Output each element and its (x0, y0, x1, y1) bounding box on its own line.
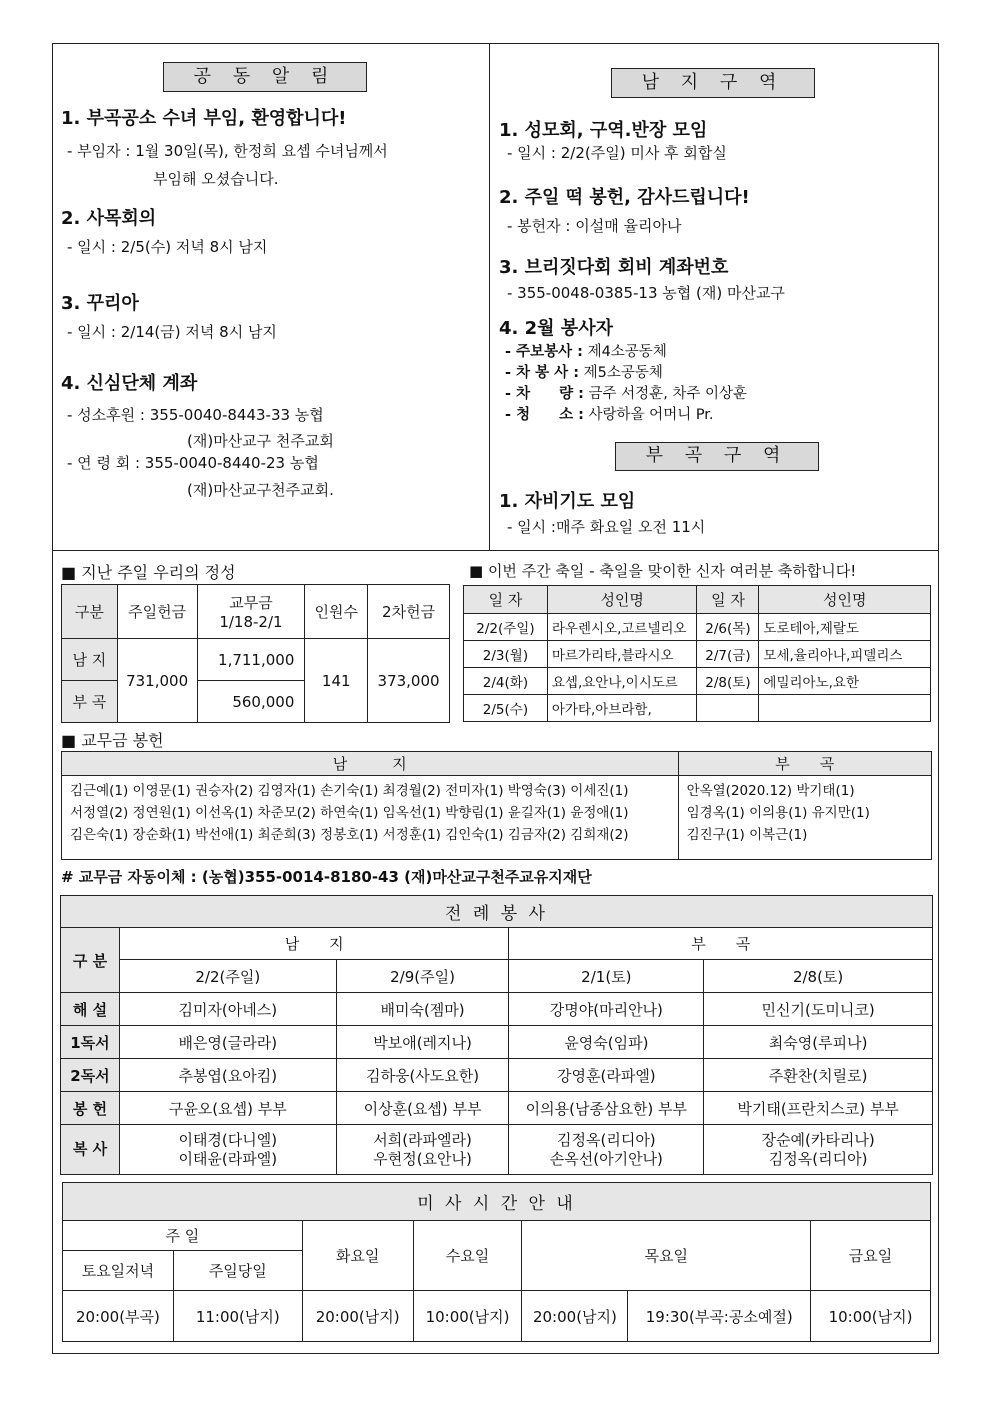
liturgy-cell: 배미숙(젬마) (336, 993, 509, 1026)
feast-saints: 요셉,요안나,이시도르 (547, 668, 697, 695)
liturgy-server-row (61, 1125, 933, 1175)
liturgy-cell: 김미자(아네스) (119, 993, 336, 1026)
left-item4-line3: - 연 령 회 : 355-0040-8440-23 농협 (67, 454, 319, 472)
liturgy-role: 1독서 (61, 1026, 120, 1059)
liturgy-gubun: 구 분 (61, 928, 120, 993)
liturgy-cell: 추봉엽(요아킴) (119, 1059, 336, 1092)
liturgy-cell (704, 1125, 933, 1175)
mass-tue-head: 화요일 (302, 1221, 413, 1291)
feast-date: 2/4(화) (464, 668, 548, 695)
liturgy-date: 2/1(토) (509, 960, 704, 993)
bugok-item1-line1: - 일시 :매주 화요일 오전 11시 (507, 518, 706, 536)
offering-header-edu (197, 585, 305, 639)
feast-date: 2/6(목) (697, 614, 759, 641)
feast-saints: 마르가리타,블라시오 (547, 641, 697, 668)
mass-time: 20:00(부곡) (63, 1291, 174, 1342)
volunteer-role: - 차 량 : (505, 386, 584, 402)
server-name: 김정옥(리디아) (557, 1130, 656, 1149)
feast-saints (759, 695, 931, 722)
volunteer-value: 제4소공동체 (587, 344, 667, 360)
feast-date: 2/8(토) (697, 668, 759, 695)
liturgy-row (61, 1059, 933, 1092)
liturgy-cell (336, 1125, 509, 1175)
mass-sun-head: 주일당일 (173, 1251, 302, 1291)
right-item2-head: 2. 주일 떡 봉헌, 감사드립니다! (499, 187, 750, 208)
liturgy-role: 봉 헌 (61, 1092, 120, 1125)
offering-header-gubun: 구분 (62, 585, 118, 639)
feast-header-saint: 성인명 (547, 586, 697, 614)
feast-header-saint2: 성인명 (759, 586, 931, 614)
liturgy-cell: 김하웅(사도요한) (336, 1059, 509, 1092)
left-item1-line2: 부임해 오셨습니다. (153, 170, 279, 188)
offering-row-namji: 남 지 (62, 639, 118, 681)
volunteer-value: 금주 서정훈, 차주 이상훈 (588, 386, 748, 402)
feast-title: ■ 이번 주간 축일 - 축일을 맞이한 신자 여러분 축하합니다! (469, 562, 857, 580)
left-item4-line4: (재)마산교구천주교회. (187, 481, 334, 499)
liturgy-role: 2독서 (61, 1059, 120, 1092)
liturgy-cell: 최숙영(루피나) (704, 1026, 933, 1059)
feast-date (697, 695, 759, 722)
edu-fee-line: 김근예(1) 이영문(1) 권승자(2) 김영자(1) 손기숙(1) 최경월(2) 전미자(1) 박영숙(3) 이세진(1) (70, 783, 629, 799)
left-item3-line1: - 일시 : 2/14(금) 저녁 8시 남지 (67, 323, 277, 341)
liturgy-date: 2/8(토) (704, 960, 933, 993)
feast-table (463, 585, 931, 722)
edu-fee-line: 임경옥(1) 이의용(1) 유지만(1) (686, 805, 870, 821)
feast-row (464, 695, 931, 722)
right-item4-head: 4. 2월 봉사자 (499, 318, 613, 339)
mass-time: 19:30(부곡:공소예절) (628, 1291, 811, 1342)
volunteer-value: 제5소공동체 (583, 365, 663, 381)
liturgy-table (60, 895, 933, 1175)
feast-header-date2: 일 자 (697, 586, 759, 614)
mass-title: 미 사 시 간 안 내 (63, 1183, 931, 1221)
edu-fee-bugok-list (678, 776, 931, 860)
right-item1-head: 1. 성모회, 구역.반장 모임 (499, 120, 708, 141)
mass-time: 10:00(남지) (811, 1291, 931, 1342)
notice-section (53, 44, 938, 551)
feast-saints: 아가타,아브라함, (547, 695, 697, 722)
volunteer-value: 사랑하올 어머니 Pr. (588, 407, 714, 423)
feast-date: 2/5(수) (464, 695, 548, 722)
mass-time: 20:00(남지) (522, 1291, 628, 1342)
volunteer-row (505, 403, 714, 424)
offering-header-count: 인원수 (305, 585, 368, 639)
feast-saints: 라우렌시오,고르넬리오 (547, 614, 697, 641)
edu-fee-bugok-head: 부 곡 (678, 752, 931, 776)
liturgy-cell: 이상훈(요셉) 부부 (336, 1092, 509, 1125)
feast-saints: 에밀리아노,요한 (759, 668, 931, 695)
liturgy-cell: 구윤오(요셉) 부부 (119, 1092, 336, 1125)
liturgy-row (61, 993, 933, 1026)
edu-fee-line: 서정열(2) 정연원(1) 이선옥(1) 차준모(2) 하연숙(1) 임옥선(1) 박향림(1) 윤길자(1) 윤정애(1) (70, 805, 629, 821)
offering-table (61, 584, 450, 723)
liturgy-cell: 민신기(도미니코) (704, 993, 933, 1026)
mass-time-table (62, 1182, 931, 1342)
left-item2-line1: - 일시 : 2/5(수) 저녁 8시 남지 (67, 238, 268, 256)
offering-edu-namji: 1,711,000 (197, 639, 305, 681)
liturgy-cell: 배은영(글라라) (119, 1026, 336, 1059)
liturgy-title: 전 례 봉 사 (61, 896, 933, 928)
mass-time: 10:00(남지) (413, 1291, 522, 1342)
feast-row (464, 668, 931, 695)
feast-header-date: 일 자 (464, 586, 548, 614)
liturgy-cell (509, 1125, 704, 1175)
bugok-district-title: 부 곡 구 역 (615, 442, 819, 471)
left-item1-line1: - 부임자 : 1월 30일(목), 한정희 요셉 수녀님께서 (67, 142, 388, 160)
bulletin-frame (52, 43, 939, 1354)
liturgy-cell (119, 1125, 336, 1175)
edu-fee-table (61, 751, 932, 860)
liturgy-date: 2/9(주일) (336, 960, 509, 993)
edu-fee-namji-list (62, 776, 679, 860)
liturgy-cell: 이의용(남종삼요한) 부부 (509, 1092, 704, 1125)
liturgy-cell: 주환찬(치릴로) (704, 1059, 933, 1092)
offering-header-second: 2차헌금 (368, 585, 450, 639)
offering-sunday-value: 731,000 (117, 639, 197, 723)
liturgy-date: 2/2(주일) (119, 960, 336, 993)
bugok-item1-head: 1. 자비기도 모임 (499, 491, 636, 512)
server-name: 이태경(다니엘) (178, 1130, 278, 1149)
feast-row (464, 614, 931, 641)
liturgy-row (61, 1092, 933, 1125)
volunteer-role: - 차 봉 사 : (505, 365, 580, 381)
server-name: 우현정(요안나) (373, 1149, 472, 1168)
feast-date: 2/3(월) (464, 641, 548, 668)
edu-fee-line: 안옥열(2020.12) 박기태(1) (686, 783, 855, 799)
left-item4-line2: (재)마산교구 천주교회 (187, 432, 334, 450)
liturgy-cell: 강명야(마리안나) (509, 993, 704, 1026)
liturgy-bugok-head: 부 곡 (509, 928, 933, 960)
liturgy-cell: 강영훈(라파엘) (509, 1059, 704, 1092)
offering-count-value: 141 (305, 639, 368, 723)
server-name: 김정옥(리디아) (768, 1149, 868, 1168)
left-item3-head: 3. 꾸리아 (61, 293, 139, 314)
left-item1-head: 1. 부곡공소 수녀 부임, 환영합니다! (61, 108, 347, 129)
mass-wed-head: 수요일 (413, 1221, 522, 1291)
feast-saints: 모세,율리아나,피델리스 (759, 641, 931, 668)
mass-fri-head: 금요일 (811, 1221, 931, 1291)
liturgy-cell: 박기태(프란치스코) 부부 (704, 1092, 933, 1125)
feast-saints: 도로테아,제랄도 (759, 614, 931, 641)
mass-sat-head: 토요일저녁 (63, 1251, 174, 1291)
liturgy-namji-head: 남 지 (119, 928, 509, 960)
mass-thu-head: 목요일 (522, 1221, 811, 1291)
edu-fee-title: ■ 교무금 봉헌 (61, 731, 164, 750)
volunteer-row (505, 361, 663, 382)
right-item3-head: 3. 브리짓다회 회비 계좌번호 (499, 257, 729, 278)
namji-district-title: 남 지 구 역 (611, 68, 815, 98)
volunteer-role: - 주보봉사 : (505, 344, 583, 360)
right-item2-line1: - 봉헌자 : 이설매 율리아나 (507, 217, 682, 235)
edu-period: 1/18-2/1 (219, 613, 283, 631)
offering-header-sunday: 주일헌금 (117, 585, 197, 639)
liturgy-role: 복 사 (61, 1125, 120, 1175)
right-item1-line1: - 일시 : 2/2(주일) 미사 후 회합실 (507, 144, 727, 162)
offering-edu-bugok: 560,000 (197, 681, 305, 723)
offering-second-value: 373,000 (368, 639, 450, 723)
column-divider (489, 44, 490, 550)
liturgy-cell: 박보애(레지나) (336, 1026, 509, 1059)
mass-time: 20:00(남지) (302, 1291, 413, 1342)
mass-time: 11:00(남지) (173, 1291, 302, 1342)
feast-date: 2/2(주일) (464, 614, 548, 641)
server-name: 손옥선(아기안나) (549, 1149, 663, 1168)
server-name: 장순예(카타리나) (761, 1130, 875, 1149)
volunteer-row (505, 340, 667, 361)
edu-fee-namji-head: 남 지 (62, 752, 679, 776)
left-item4-line1: - 성소후원 : 355-0040-8443-33 농협 (67, 406, 324, 424)
liturgy-role: 해 설 (61, 993, 120, 1026)
auto-transfer-note: # 교무금 자동이체 : (농협)355-0014-8180-43 (재)마산교구천주교유지재단 (61, 868, 592, 886)
offering-row-bugok: 부 곡 (62, 681, 118, 723)
server-name: 서희(라파엘라) (373, 1130, 472, 1149)
volunteer-row (505, 382, 747, 403)
feast-date: 2/7(금) (697, 641, 759, 668)
edu-fee-line: 김은숙(1) 장순화(1) 박선애(1) 최준희(3) 정봉호(1) 서정훈(1) 김인숙(1) 김금자(2) 김희재(2) (70, 827, 629, 843)
feast-row (464, 641, 931, 668)
server-name: 이태윤(라파엘) (178, 1149, 278, 1168)
mass-sunday-head: 주 일 (63, 1221, 303, 1251)
liturgy-cell: 윤영숙(임파) (509, 1026, 704, 1059)
liturgy-row (61, 1026, 933, 1059)
offering-title: ■ 지난 주일 우리의 정성 (61, 563, 236, 582)
right-item3-line1: - 355-0048-0385-13 농협 (재) 마산교구 (507, 284, 785, 302)
edu-fee-line: 김진구(1) 이복근(1) (686, 827, 808, 843)
left-item4-head: 4. 신심단체 계좌 (61, 373, 198, 394)
left-item2-head: 2. 사목회의 (61, 208, 157, 229)
edu-label: 교무금 (229, 594, 273, 612)
common-notice-title: 공 동 알 림 (163, 62, 367, 92)
volunteer-role: - 청 소 : (505, 407, 584, 423)
